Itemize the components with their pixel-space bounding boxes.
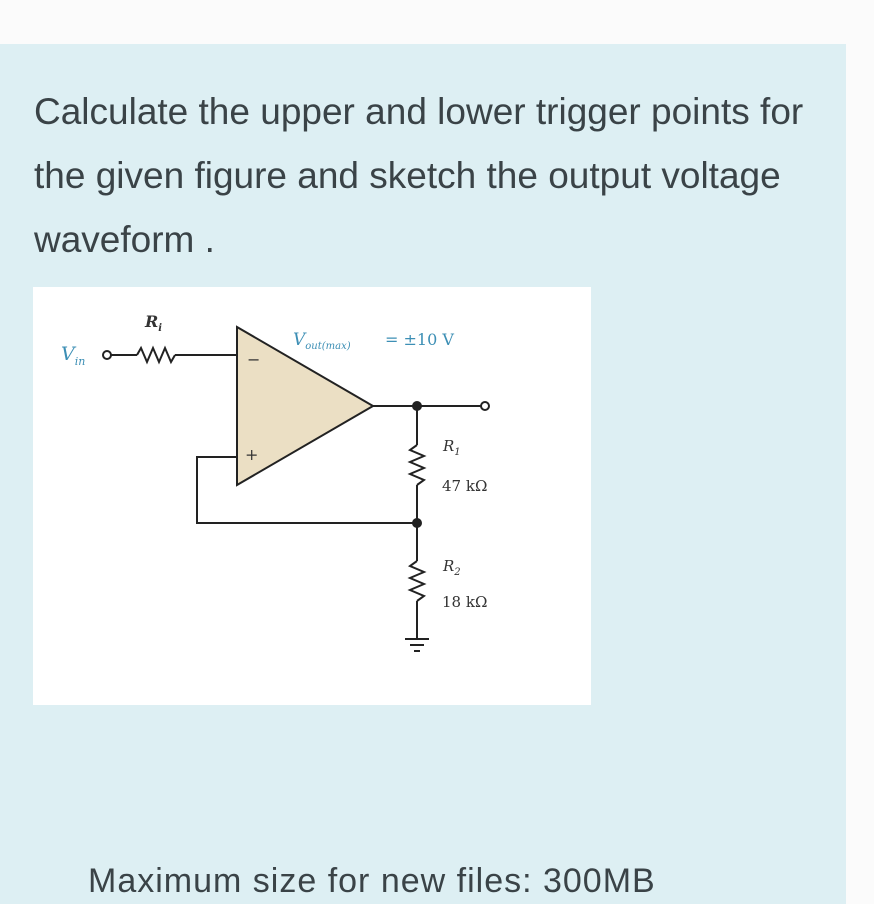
ri-resistor [137, 348, 175, 362]
circuit-figure [33, 287, 591, 705]
r2-value: 18 kΩ [442, 593, 488, 611]
ground-icon [405, 639, 429, 651]
feedback-wire [197, 457, 417, 523]
r1-value: 47 kΩ [442, 477, 488, 495]
r1-label: $R_1$ [443, 437, 461, 458]
vout-max-label: $V_{out(max)}$ [293, 330, 351, 352]
r1-resistor [410, 445, 424, 485]
max-file-size-note: Maximum size for new files: 300MB [88, 862, 656, 900]
r2-resistor [410, 561, 424, 601]
input-terminal [103, 351, 111, 359]
question-text: Calculate the upper and lower trigger points for the given figure and sketch the output voltage waveform . [34, 91, 804, 260]
r2-label: $R_2$ [443, 557, 461, 578]
output-terminal [481, 402, 489, 410]
non-inverting-sign: + [245, 445, 259, 464]
circuit-diagram [33, 287, 591, 705]
ri-label: $R_i$ [145, 312, 163, 334]
inverting-sign: − [247, 350, 261, 369]
vout-max-value: = ±10 V [385, 330, 454, 349]
vin-label: $V_{in}$ [61, 343, 86, 368]
